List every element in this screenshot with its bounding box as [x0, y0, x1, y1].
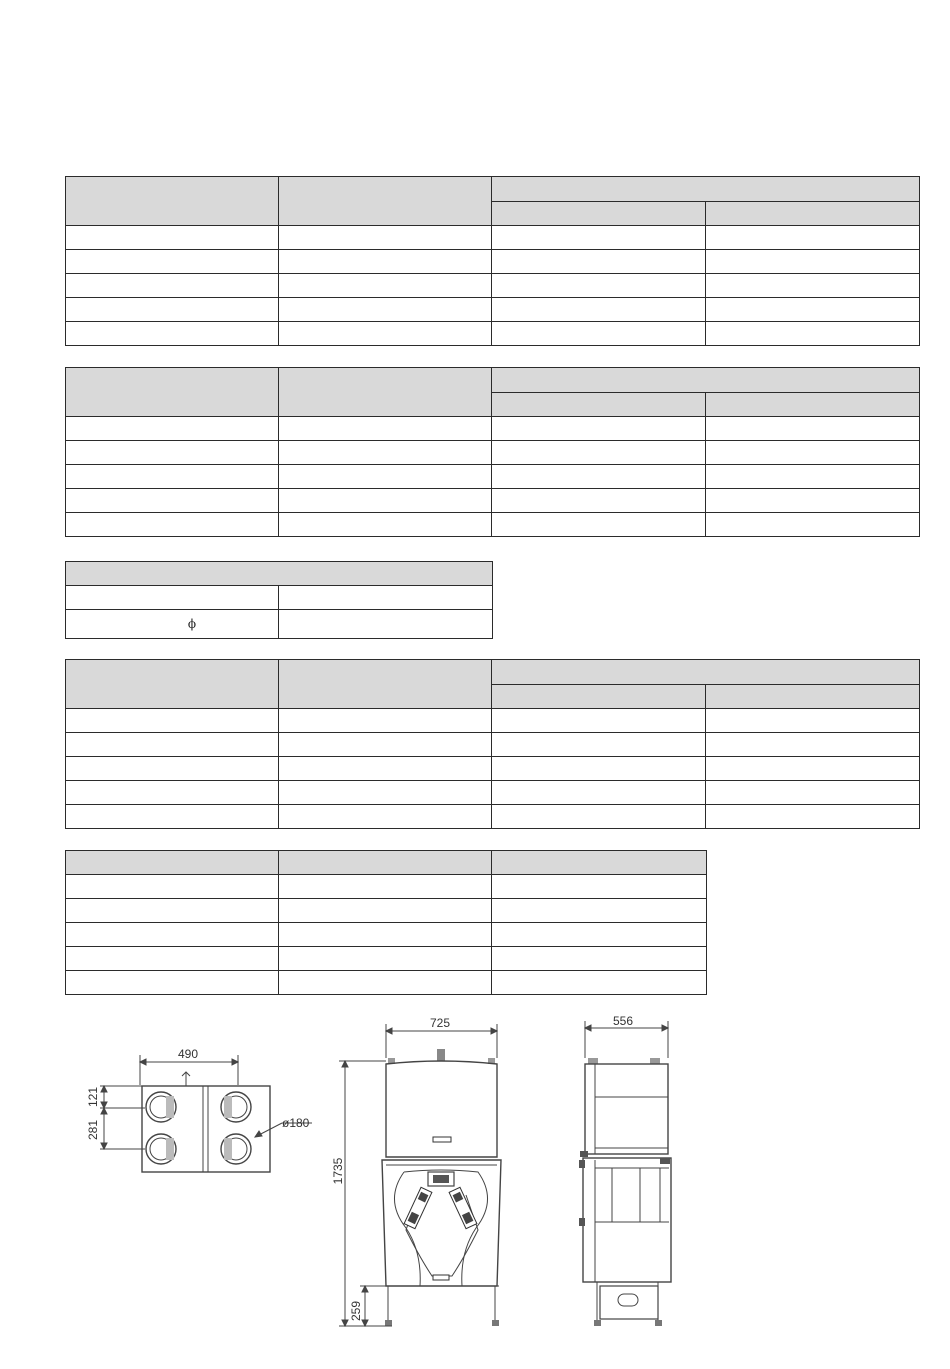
table-row [66, 322, 920, 346]
header-cell [279, 660, 492, 709]
table-row [66, 781, 920, 805]
header-cell [66, 368, 279, 417]
table-row [66, 923, 707, 947]
table-row [66, 441, 920, 465]
table-row [66, 417, 920, 441]
header-cell [706, 392, 920, 417]
header-cell [279, 177, 492, 226]
spec-table-2 [65, 367, 920, 537]
table-row [66, 805, 920, 829]
table-row [66, 733, 920, 757]
header-cell [66, 177, 279, 226]
header-cell [492, 368, 920, 393]
header-cell [492, 177, 920, 202]
header-cell [279, 851, 492, 875]
dim-port-spacing: 281 [86, 1119, 100, 1141]
table-row [66, 586, 493, 610]
dim-duct-diameter: ø180 [282, 1116, 310, 1130]
dim-front-width: 725 [429, 1016, 451, 1030]
top-view-drawing [100, 1055, 312, 1172]
header-cell [492, 392, 706, 417]
header-cell [279, 368, 492, 417]
spec-table-1 [65, 176, 920, 346]
header-cell [66, 562, 493, 586]
header-cell [492, 660, 920, 685]
table-row [66, 298, 920, 322]
table-row [66, 875, 707, 899]
table-row [66, 250, 920, 274]
dim-upper-gap: 121 [86, 1086, 100, 1108]
header-cell [66, 660, 279, 709]
spec-table-3 [65, 561, 493, 639]
dim-total-height: 1735 [331, 1157, 345, 1185]
table-row [66, 274, 920, 298]
spec-table-5 [65, 850, 707, 995]
header-cell [66, 851, 279, 875]
front-view-drawing [339, 1024, 501, 1326]
dim-side-depth: 556 [612, 1014, 634, 1028]
table-row [66, 226, 920, 250]
table-row [66, 757, 920, 781]
table-row [66, 610, 493, 639]
side-view-drawing [579, 1021, 671, 1326]
table-row [66, 465, 920, 489]
header-cell [706, 684, 920, 709]
table-row [66, 513, 920, 537]
header-cell [706, 201, 920, 226]
header-cell [492, 684, 706, 709]
dim-top-width: 490 [177, 1047, 199, 1061]
phi-symbol: ϕ [66, 610, 279, 639]
table-row [66, 709, 920, 733]
dim-leg-height: 259 [349, 1300, 363, 1322]
table-row [66, 947, 707, 971]
spec-table-4 [65, 659, 920, 829]
technical-drawings [0, 1000, 950, 1369]
table-row [66, 489, 920, 513]
header-cell [492, 201, 706, 226]
table-row [66, 971, 707, 995]
table-row [66, 899, 707, 923]
header-cell [492, 851, 707, 875]
